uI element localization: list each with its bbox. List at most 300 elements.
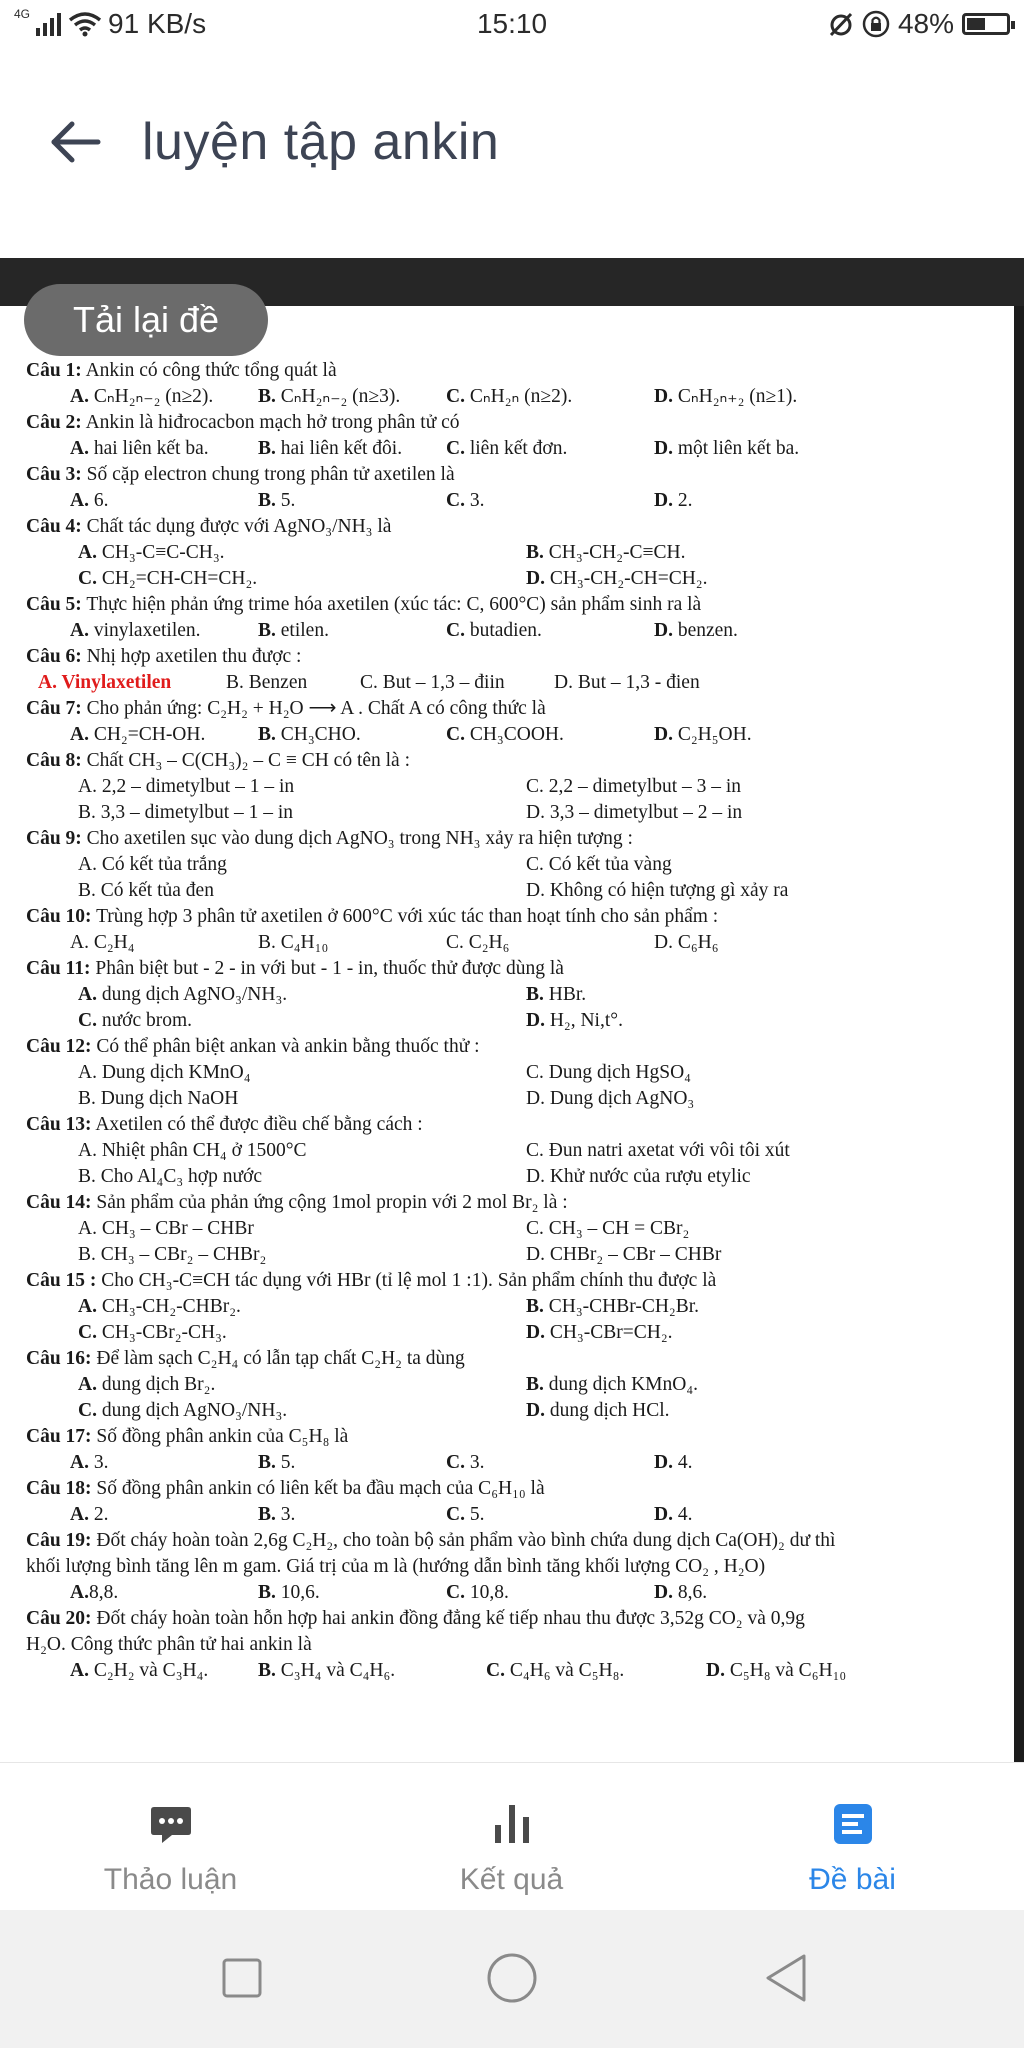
question-number: Câu 10:: [26, 906, 92, 927]
answer-option: [446, 618, 542, 644]
option-key: D.: [526, 568, 545, 589]
answer-option: [526, 1216, 689, 1242]
question-number: Câu 13:: [26, 1114, 92, 1135]
option-text: 3.: [275, 1504, 296, 1525]
answer-option: [70, 618, 201, 644]
option-row: [26, 1658, 986, 1684]
option-text: D. Không có hiện tượng gì xảy ra: [526, 880, 789, 901]
option-key: D.: [654, 724, 673, 745]
option-row: [26, 1060, 986, 1086]
option-key: A.: [78, 1374, 97, 1395]
option-row: [26, 1372, 986, 1398]
question-3: [26, 462, 986, 488]
option-text: 10,6.: [275, 1582, 320, 1603]
option-key: C.: [446, 438, 465, 459]
option-row: [26, 1008, 986, 1034]
option-text: dung dịch HCl.: [544, 1400, 670, 1421]
option-row: [26, 878, 986, 904]
option-key: C.: [446, 1504, 465, 1525]
question-13: [26, 1112, 986, 1138]
answer-option: [70, 722, 205, 748]
option-key: D.: [706, 1660, 725, 1681]
option-key: B.: [258, 386, 276, 407]
option-key: A.: [70, 620, 89, 641]
bar-chart-icon: [489, 1801, 535, 1847]
option-text: CₙH₂ₙ₊₂ (n≥1).: [672, 386, 798, 407]
option-text: B. Cho Al₄C₃ hợp nước: [78, 1166, 263, 1187]
recent-apps-icon[interactable]: [214, 1950, 270, 2006]
option-text: H₂, Ni,t°.: [544, 1010, 623, 1031]
option-key: A.: [70, 386, 89, 407]
option-key: C.: [446, 724, 465, 745]
battery-icon: [962, 13, 1010, 35]
question-text: Số đồng phân ankin của C₅H₈ là: [91, 1426, 349, 1447]
option-text: C. Đun natri axetat với vôi tôi xút: [526, 1140, 790, 1161]
answer-option: [706, 1658, 846, 1684]
option-row: [26, 774, 986, 800]
document-icon: [830, 1801, 876, 1847]
option-row: [26, 852, 986, 878]
question-7: [26, 696, 986, 722]
option-text: vinylaxetilen.: [88, 620, 201, 641]
option-text: 3.: [464, 1452, 485, 1473]
answer-option: [78, 852, 227, 878]
option-row: [26, 1398, 986, 1424]
answer-option: [526, 1086, 694, 1112]
answer-option: [258, 1580, 320, 1606]
answer-option: [446, 1450, 484, 1476]
option-row: [26, 1320, 986, 1346]
option-text: A. CH₃ – CBr – CHBr: [78, 1218, 254, 1239]
question-number: Câu 7:: [26, 698, 82, 719]
answer-option: [526, 1138, 790, 1164]
option-row: [26, 670, 986, 696]
answer-option: [78, 1164, 262, 1190]
option-text: C₂H₂ và C₃H₄.: [88, 1660, 209, 1681]
option-key: C.: [446, 1582, 465, 1603]
chat-icon: [148, 1801, 194, 1847]
option-row: [26, 488, 986, 514]
option-text: hai liên kết đôi.: [275, 438, 403, 459]
nav-exam[interactable]: [682, 1763, 1023, 1911]
question-17: [26, 1424, 986, 1450]
option-key: B.: [258, 1452, 276, 1473]
option-text: CH₃-C≡C-CH₃.: [96, 542, 225, 563]
option-key: D.: [654, 490, 673, 511]
option-text: 5.: [464, 1504, 485, 1525]
option-text: 10,8.: [464, 1582, 509, 1603]
option-key: B.: [526, 542, 544, 563]
option-row: [26, 1138, 986, 1164]
question-number: Câu 15 :: [26, 1270, 97, 1291]
answer-option: [526, 1398, 670, 1424]
question-number: Câu 2:: [26, 412, 82, 433]
option-key: B.: [258, 438, 276, 459]
question-text: Thực hiện phản ứng trime hóa axetilen (xúc tác: C, 600°C) sản phẩm sinh ra là: [81, 594, 702, 615]
option-text: D. But – 1,3 - đien: [554, 672, 700, 693]
answer-option: [654, 1502, 692, 1528]
question-4: [26, 514, 986, 540]
question-9: [26, 826, 986, 852]
answer-option: [78, 1060, 251, 1086]
option-text: hai liên kết ba.: [88, 438, 209, 459]
option-text: một liên kết ba.: [672, 438, 800, 459]
exam-document: [0, 306, 1024, 1762]
question-text: Cho CH₃-C≡CH tác dụng với HBr (tỉ lệ mol 1 :1). Sản phẩm chính thu được là: [96, 1270, 717, 1291]
question-19: [26, 1528, 986, 1554]
question-6: [26, 644, 986, 670]
system-navigation-bar: [0, 1910, 1024, 2048]
option-key: D.: [654, 620, 673, 641]
option-text: B. Có kết tủa đen: [78, 880, 214, 901]
question-text: Đốt cháy hoàn toàn hỗn hợp hai ankin đồng đẳng kế tiếp nhau thu được 3,52g CO₂ và 0,9g: [91, 1608, 805, 1629]
question-number: Câu 16:: [26, 1348, 92, 1369]
answer-option: [78, 1086, 238, 1112]
option-row: [26, 384, 986, 410]
option-text: B. CH₃ – CBr₂ – CHBr₂: [78, 1244, 267, 1265]
option-row: [26, 1580, 986, 1606]
answer-option: [654, 488, 692, 514]
option-key: B.: [258, 490, 276, 511]
option-text: 5.: [275, 490, 296, 511]
option-text: CH₂=CH-OH.: [88, 724, 206, 745]
answer-option: [70, 384, 213, 410]
option-text: A. Dung dịch KMnO₄: [78, 1062, 251, 1083]
option-text: C. Dung dịch HgSO₄: [526, 1062, 691, 1083]
option-row: [26, 1164, 986, 1190]
answer-option: [258, 930, 328, 956]
option-text: A. 2,2 – dimetylbut – 1 – in: [78, 776, 295, 797]
question-8: [26, 748, 986, 774]
option-row: [26, 722, 986, 748]
answer-option: [446, 384, 572, 410]
answer-option: [38, 670, 171, 696]
option-text: 4.: [672, 1504, 693, 1525]
option-row: [26, 1086, 986, 1112]
status-bar: [0, 0, 1024, 54]
option-key: D.: [654, 1504, 673, 1525]
question-text: Cho axetilen sục vào dung dịch AgNO₃ trong NH₃ xảy ra hiện tượng :: [81, 828, 633, 849]
option-key: A.: [70, 1582, 89, 1603]
option-text: butadien.: [464, 620, 542, 641]
question-number: Câu 17:: [26, 1426, 92, 1447]
option-row: [26, 1502, 986, 1528]
option-text: dung dịch KMnO₄.: [543, 1374, 699, 1395]
answer-option: [486, 1658, 624, 1684]
option-key: C.: [78, 1322, 97, 1343]
option-text: CH₂=CH-CH=CH₂.: [96, 568, 258, 589]
question-text: Ankin là hiđrocacbon mạch hở trong phân tử có: [81, 412, 460, 433]
option-key: B.: [258, 1504, 276, 1525]
answer-option: [258, 488, 295, 514]
question-10: [26, 904, 986, 930]
option-key: C.: [446, 386, 465, 407]
answer-option: [78, 1138, 307, 1164]
option-text: A. Vinylaxetilen: [38, 672, 172, 693]
option-key: C.: [78, 1400, 97, 1421]
question-text: Cho phản ứng: C₂H₂ + H₂O ⟶ A . Chất A có công thức là: [81, 698, 546, 719]
option-key: A.: [78, 542, 97, 563]
answer-option: [446, 1502, 484, 1528]
option-text: dung dịch AgNO₃/NH₃.: [96, 984, 288, 1005]
option-text: dung dịch Br₂.: [96, 1374, 216, 1395]
question-text: Axetilen có thể được điều chế bằng cách :: [91, 1114, 423, 1135]
answer-option: [654, 722, 752, 748]
option-key: A.: [78, 1296, 97, 1317]
answer-option: [258, 722, 361, 748]
answer-option: [446, 722, 564, 748]
answer-option: [78, 1242, 266, 1268]
question-number: Câu 14:: [26, 1192, 92, 1213]
answer-option: [654, 1450, 692, 1476]
question-number: Câu 3:: [26, 464, 82, 485]
battery-percent: 48%: [897, 8, 954, 39]
question-number: Câu 18:: [26, 1478, 92, 1499]
answer-option: [78, 566, 257, 592]
option-row: [26, 1294, 986, 1320]
option-row: [26, 1216, 986, 1242]
option-text: D. Dung dịch AgNO₃: [526, 1088, 695, 1109]
question-number: Câu 5:: [26, 594, 82, 615]
option-text: CₙH₂ₙ₋₂ (n≥2).: [88, 386, 214, 407]
answer-option: [526, 1294, 699, 1320]
option-key: A.: [70, 490, 89, 511]
answer-option: [78, 1398, 287, 1424]
option-text: B. C₄H₁₀: [258, 932, 329, 953]
option-text: D. C₆H₆: [654, 932, 719, 953]
option-row: [26, 982, 986, 1008]
answer-option: [78, 982, 287, 1008]
option-text: CH₃-CH₂-CH=CH₂.: [544, 568, 708, 589]
answer-option: [70, 930, 135, 956]
option-text: C. Có kết tủa vàng: [526, 854, 672, 875]
answer-option: [526, 774, 741, 800]
answer-option: [654, 618, 738, 644]
option-key: A.: [70, 724, 89, 745]
option-text: D. 3,3 – dimetylbut – 2 – in: [526, 802, 743, 823]
option-key: D.: [654, 1582, 673, 1603]
option-text: nước brom.: [96, 1010, 193, 1031]
option-key: A.: [78, 984, 97, 1005]
back-icon[interactable]: [758, 1950, 814, 2006]
answer-option: [78, 540, 225, 566]
answer-option: [526, 1060, 691, 1086]
answer-option: [526, 1320, 673, 1346]
clock: 15:10: [476, 8, 548, 39]
answer-option: [526, 1242, 721, 1268]
option-text: 2.: [672, 490, 693, 511]
option-key: D.: [526, 1400, 545, 1421]
network-speed: 91 KB/s: [108, 8, 207, 39]
question-number: Câu 20:: [26, 1608, 92, 1629]
option-key: D.: [526, 1322, 545, 1343]
answer-option: [258, 436, 402, 462]
option-text: CH₃COOH.: [464, 724, 564, 745]
answer-option: [78, 1372, 215, 1398]
option-key: B.: [526, 984, 544, 1005]
option-key: A.: [70, 438, 89, 459]
battery-cap: [1011, 21, 1015, 29]
alarm-off-icon: [828, 11, 854, 37]
answer-option: [226, 670, 307, 696]
option-text: dung dịch AgNO₃/NH₃.: [96, 1400, 288, 1421]
option-text: CₙH₂ₙ (n≥2).: [464, 386, 573, 407]
page-title: luyện tập ankin: [142, 113, 500, 171]
status-right: [828, 8, 1010, 40]
option-text: C₄H₆ và C₅H₈.: [504, 1660, 625, 1681]
answer-option: [70, 1502, 108, 1528]
question-number: Câu 12:: [26, 1036, 92, 1057]
answer-option: [70, 436, 209, 462]
question-text: Ankin có công thức tổng quát là: [81, 360, 337, 381]
option-text: 2.: [88, 1504, 109, 1525]
option-text: CH₃-CBr=CH₂.: [544, 1322, 673, 1343]
option-key: C.: [78, 568, 97, 589]
option-text: CₙH₂ₙ₋₂ (n≥3).: [275, 386, 401, 407]
question-text: Nhị hợp axetilen thu được :: [81, 646, 302, 667]
question-text-continued: H₂O. Công thức phân tử hai ankin là: [26, 1634, 312, 1655]
option-text: B. Benzen: [226, 672, 308, 693]
option-row: [26, 540, 986, 566]
question-text-continued: khối lượng bình tăng lên m gam. Giá trị của m là (hướng dẫn bình tăng khối lượng CO₂ , H₂O): [26, 1556, 766, 1577]
nav-exam-label: Đề bài: [809, 1863, 896, 1896]
option-text: 5.: [275, 1452, 296, 1473]
option-text: C₃H₄ và C₄H₆.: [275, 1660, 396, 1681]
option-key: B.: [258, 1660, 276, 1681]
option-text: CH₃-CBr₂-CH₃.: [96, 1322, 227, 1343]
app-header: [0, 90, 1024, 190]
option-key: C.: [78, 1010, 97, 1031]
answer-option: [446, 1580, 509, 1606]
option-key: D.: [526, 1010, 545, 1031]
option-text: liên kết đơn.: [464, 438, 568, 459]
answer-option: [526, 1164, 751, 1190]
option-row: [26, 930, 986, 956]
bottom-navigation: [0, 1762, 1024, 1911]
answer-option: [526, 1008, 623, 1034]
question-number: Câu 19:: [26, 1530, 92, 1551]
answer-option: [78, 878, 214, 904]
option-row: [26, 800, 986, 826]
question-15: [26, 1268, 986, 1294]
option-text: 6.: [88, 490, 109, 511]
question-number: Câu 6:: [26, 646, 82, 667]
question-number: Câu 1:: [26, 360, 82, 381]
reload-exam-button[interactable]: Tải lại đề: [24, 284, 268, 356]
answer-option: [654, 436, 799, 462]
home-icon[interactable]: [484, 1950, 540, 2006]
answer-option: [78, 1320, 227, 1346]
option-key: C.: [446, 1452, 465, 1473]
question-12: [26, 1034, 986, 1060]
answer-option: [70, 1658, 208, 1684]
option-text: C. C₂H₆: [446, 932, 510, 953]
answer-option: [78, 800, 293, 826]
answer-option: [654, 1580, 707, 1606]
answer-option: [78, 1008, 192, 1034]
nav-results[interactable]: [341, 1763, 682, 1911]
answer-option: [554, 670, 700, 696]
option-key: B.: [526, 1374, 544, 1395]
option-key: B.: [258, 1582, 276, 1603]
option-key: B.: [258, 620, 276, 641]
option-text: benzen.: [672, 620, 738, 641]
answer-option: [360, 670, 505, 696]
option-row: [26, 1242, 986, 1268]
nav-discussion-label: Thảo luận: [103, 1863, 238, 1896]
question-list: [26, 358, 986, 1684]
question-1: [26, 358, 986, 384]
option-row: [26, 436, 986, 462]
option-key: D.: [654, 1452, 673, 1473]
option-text: 3.: [88, 1452, 109, 1473]
option-text: 4.: [672, 1452, 693, 1473]
question-18: [26, 1476, 986, 1502]
answer-option: [446, 436, 567, 462]
question-5: [26, 592, 986, 618]
option-text: B. Dung dịch NaOH: [78, 1088, 239, 1109]
battery-level: [967, 18, 985, 30]
option-key: C.: [446, 620, 465, 641]
option-text: etilen.: [275, 620, 329, 641]
answer-option: [446, 930, 509, 956]
answer-option: [258, 618, 329, 644]
question-text: Phân biệt but - 2 - in với but - 1 - in, thuốc thử được dùng là: [90, 958, 564, 979]
option-text: 8,8.: [88, 1582, 119, 1603]
answer-option: [78, 1294, 241, 1320]
option-text: C. CH₃ – CH = CBr₂: [526, 1218, 690, 1239]
option-key: C.: [446, 490, 465, 511]
question-text: Đốt cháy hoàn toàn 2,6g C₂H₂, cho toàn bộ sản phẩm vào bình chứa dung dịch Ca(OH)₂ dư thì: [91, 1530, 836, 1551]
option-text: D. Khử nước của rượu etylic: [526, 1166, 751, 1187]
question-text: Số cặp electron chung trong phân tử axetilen là: [81, 464, 455, 485]
option-key: A.: [70, 1452, 89, 1473]
option-text: C₅H₈ và C₆H₁₀: [724, 1660, 847, 1681]
question-16: [26, 1346, 986, 1372]
option-key: C.: [486, 1660, 505, 1681]
question-11: [26, 956, 986, 982]
option-text: C. 2,2 – dimetylbut – 3 – in: [526, 776, 742, 797]
option-key: A.: [70, 1504, 89, 1525]
question-text: Chất tác dụng được với AgNO₃/NH₃ là: [81, 516, 392, 537]
answer-option: [258, 1450, 295, 1476]
answer-option: [258, 1502, 295, 1528]
answer-option: [78, 774, 294, 800]
answer-option: [526, 852, 672, 878]
answer-option: [526, 878, 788, 904]
lock-rotation-icon: [862, 10, 890, 38]
question-number: Câu 9:: [26, 828, 82, 849]
question-text: Chất CH₃ – C(CH₃)₂ – C ≡ CH có tên là :: [81, 750, 411, 771]
option-row: [26, 1450, 986, 1476]
option-key: B.: [258, 724, 276, 745]
question-number: Câu 11:: [26, 958, 91, 979]
answer-option: [70, 488, 108, 514]
network-type: 4G: [14, 7, 31, 21]
answer-option: [258, 384, 400, 410]
question-2: [26, 410, 986, 436]
option-key: B.: [526, 1296, 544, 1317]
answer-option: [654, 930, 719, 956]
option-text: 8,6.: [672, 1582, 708, 1603]
nav-discussion[interactable]: [0, 1763, 341, 1911]
option-text: C₂H₅OH.: [672, 724, 752, 745]
back-arrow-icon[interactable]: [48, 114, 104, 170]
answer-option: [78, 1216, 254, 1242]
answer-option: [70, 1450, 108, 1476]
option-key: D.: [654, 386, 673, 407]
option-key: D.: [654, 438, 673, 459]
